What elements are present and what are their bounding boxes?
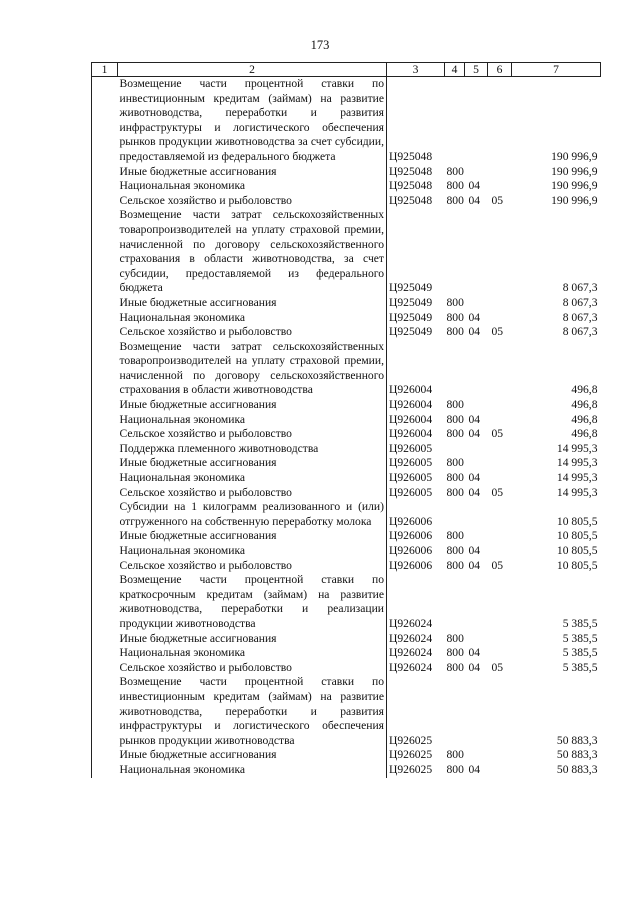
item-name-cell: Национальная экономика [119, 179, 246, 193]
row-index-cell [92, 646, 118, 661]
table-row [92, 559, 601, 574]
row-index-cell [92, 340, 118, 398]
column-header-4: 4 [445, 63, 465, 77]
expense-type-cell [445, 340, 465, 398]
subsection-cell [488, 340, 512, 398]
section-cell [465, 675, 488, 748]
item-name-cell: Сельское хозяйство и рыболовство [119, 660, 292, 674]
subsection-cell [488, 442, 512, 457]
table-row [92, 471, 601, 486]
target-code-cell: Ц925048 [387, 77, 445, 165]
target-code-cell: Ц926004 [387, 413, 445, 428]
amount-cell: 496,8 [571, 398, 598, 412]
amount-cell: 10 805,5 [556, 529, 598, 543]
table-row [92, 194, 601, 209]
section-cell: 04 [468, 660, 481, 674]
amount-cell: 496,8 [571, 383, 598, 397]
expense-type-cell: 800 [446, 179, 464, 193]
column-header-1: 1 [92, 63, 118, 77]
row-index-cell [92, 427, 118, 442]
target-code-cell: Ц926005 [387, 486, 445, 501]
table-row [92, 456, 601, 471]
amount-cell: 14 995,3 [556, 441, 598, 455]
row-index-cell [92, 165, 118, 180]
expense-type-cell: 800 [446, 762, 464, 776]
subsection-cell [488, 179, 512, 194]
section-cell [465, 748, 488, 763]
section-cell: 04 [468, 193, 481, 207]
target-code-cell: Ц926024 [387, 646, 445, 661]
amount-cell: 50 883,3 [556, 762, 598, 776]
column-number-row [92, 63, 601, 77]
section-cell: 04 [468, 485, 481, 499]
subsection-cell: 05 [491, 660, 504, 674]
table-row [92, 296, 601, 311]
section-cell [465, 296, 488, 311]
expense-type-cell: 800 [446, 412, 464, 426]
row-index-cell [92, 442, 118, 457]
table-body [92, 77, 601, 778]
amount-cell: 10 805,5 [556, 514, 598, 528]
amount-cell: 10 805,5 [556, 558, 598, 572]
amount-cell: 8 067,3 [562, 325, 598, 339]
row-index-cell [92, 413, 118, 428]
row-index-cell [92, 544, 118, 559]
expense-type-cell: 800 [446, 544, 464, 557]
expense-type-cell: 800 [446, 193, 464, 207]
subsection-cell [488, 311, 512, 326]
row-index-cell [92, 573, 118, 631]
amount-cell: 8 067,3 [562, 281, 598, 295]
section-cell: 04 [468, 762, 481, 776]
item-name-cell: Национальная экономика [119, 762, 246, 776]
section-cell [465, 165, 488, 180]
expense-type-cell [445, 77, 465, 165]
item-name-cell: Возмещение части процентной ставки по инвестиционным кредитам (займам) на развитие животноводства, переработки и развития инфраструктуры и логистического обеспечения рынков продукции животноводства за счет субсидии, предоставляемой из федерального бюджета [119, 77, 384, 163]
section-cell [465, 456, 488, 471]
item-name-cell: Национальная экономика [119, 471, 246, 485]
section-cell [465, 398, 488, 413]
section-cell [465, 340, 488, 398]
expense-type-cell: 800 [446, 646, 464, 660]
row-index-cell [92, 398, 118, 413]
target-code-cell: Ц926004 [387, 398, 445, 413]
row-index-cell [92, 179, 118, 194]
table-row [92, 500, 601, 529]
target-code-cell: Ц926006 [387, 529, 445, 544]
table-row [92, 632, 601, 647]
target-code-cell: Ц926004 [387, 340, 445, 398]
expense-type-cell: 800 [446, 325, 464, 339]
amount-cell: 14 995,3 [556, 456, 598, 470]
amount-cell: 10 805,5 [556, 544, 598, 557]
table-row [92, 325, 601, 340]
target-code-cell: Ц926024 [387, 661, 445, 676]
item-name-cell: Сельское хозяйство и рыболовство [119, 193, 292, 207]
amount-cell: 14 995,3 [556, 471, 598, 485]
table-row [92, 529, 601, 544]
table-row [92, 486, 601, 501]
target-code-cell: Ц926005 [387, 456, 445, 471]
table-row [92, 748, 601, 763]
subsection-cell [488, 398, 512, 413]
row-index-cell [92, 296, 118, 311]
section-cell: 04 [468, 544, 481, 557]
subsection-cell [488, 165, 512, 180]
table-row [92, 311, 601, 326]
subsection-cell [488, 77, 512, 165]
target-code-cell: Ц925049 [387, 296, 445, 311]
row-index-cell [92, 661, 118, 676]
expense-type-cell: 800 [446, 558, 464, 572]
table-row [92, 179, 601, 194]
target-code-cell: Ц926024 [387, 632, 445, 647]
subsection-cell [488, 208, 512, 296]
item-name-cell: Иные бюджетные ассигнования [119, 631, 277, 645]
column-header-7: 7 [512, 63, 601, 77]
expense-type-cell [445, 675, 465, 748]
budget-table [91, 62, 601, 778]
section-cell: 04 [468, 427, 481, 441]
item-name-cell: Иные бюджетные ассигнования [119, 529, 277, 543]
row-index-cell [92, 632, 118, 647]
item-name-cell: Сельское хозяйство и рыболовство [119, 558, 292, 572]
subsection-cell [488, 413, 512, 428]
item-name-cell: Иные бюджетные ассигнования [119, 398, 277, 412]
target-code-cell: Ц926005 [387, 442, 445, 457]
section-cell [465, 573, 488, 631]
column-header-5: 5 [465, 63, 488, 77]
target-code-cell: Ц926025 [387, 748, 445, 763]
subsection-cell [488, 646, 512, 661]
row-index-cell [92, 748, 118, 763]
expense-type-cell: 800 [446, 164, 464, 178]
item-name-cell: Субсидии на 1 килограмм реализованного и (или) отгруженного на собственную переработку молока [119, 500, 384, 528]
subsection-cell [488, 748, 512, 763]
row-index-cell [92, 311, 118, 326]
subsection-cell: 05 [491, 193, 504, 207]
table-header [92, 63, 601, 77]
table-row [92, 77, 601, 165]
section-cell: 04 [468, 646, 481, 660]
subsection-cell [488, 632, 512, 647]
expense-type-cell: 800 [446, 631, 464, 645]
expense-type-cell: 800 [446, 660, 464, 674]
row-index-cell [92, 456, 118, 471]
section-cell [465, 632, 488, 647]
section-cell [465, 208, 488, 296]
amount-cell: 190 996,9 [551, 179, 598, 193]
item-name-cell: Возмещение части затрат сельскохозяйственных товаропроизводителей на уплату страховой премии, начисленной по договору сельскохозяйственного страхования в области животноводства [119, 339, 384, 397]
expense-type-cell: 800 [446, 485, 464, 499]
row-index-cell [92, 471, 118, 486]
section-cell [465, 500, 488, 529]
target-code-cell: Ц926006 [387, 544, 445, 559]
expense-type-cell: 800 [446, 310, 464, 324]
amount-cell: 50 883,3 [556, 733, 598, 747]
section-cell [465, 442, 488, 457]
row-index-cell [92, 559, 118, 574]
table-row [92, 661, 601, 676]
subsection-cell [488, 471, 512, 486]
row-index-cell [92, 208, 118, 296]
table-row [92, 763, 601, 778]
item-name-cell: Иные бюджетные ассигнования [119, 295, 277, 309]
table-row [92, 544, 601, 559]
row-index-cell [92, 529, 118, 544]
expense-type-cell: 800 [446, 529, 464, 543]
table-row [92, 398, 601, 413]
table-row [92, 208, 601, 296]
expense-type-cell [445, 500, 465, 529]
subsection-cell [488, 456, 512, 471]
expense-type-cell: 800 [446, 295, 464, 309]
row-index-cell [92, 675, 118, 748]
row-index-cell [92, 763, 118, 778]
amount-cell: 190 996,9 [551, 193, 598, 207]
row-index-cell [92, 194, 118, 209]
subsection-cell [488, 763, 512, 778]
amount-cell: 5 385,5 [562, 616, 598, 630]
subsection-cell: 05 [491, 325, 504, 339]
section-cell: 04 [468, 310, 481, 324]
amount-cell: 50 883,3 [556, 748, 598, 762]
expense-type-cell [445, 208, 465, 296]
expense-type-cell: 800 [446, 456, 464, 470]
item-name-cell: Поддержка племенного животноводства [119, 441, 319, 455]
item-name-cell: Возмещение части процентной ставки по краткосрочным кредитам (займам) на развитие животноводства, переработки и реализации продукции животноводства [119, 573, 384, 630]
target-code-cell: Ц926005 [387, 471, 445, 486]
amount-cell: 496,8 [571, 412, 598, 426]
section-cell: 04 [468, 471, 481, 485]
subsection-cell: 05 [491, 485, 504, 499]
row-index-cell [92, 325, 118, 340]
target-code-cell: Ц926006 [387, 500, 445, 529]
section-cell [465, 529, 488, 544]
expense-type-cell: 800 [446, 471, 464, 485]
section-cell: 04 [468, 179, 481, 193]
item-name-cell: Сельское хозяйство и рыболовство [119, 325, 292, 339]
page-number: 173 [310, 38, 330, 52]
target-code-cell: Ц925048 [387, 194, 445, 209]
amount-cell: 496,8 [571, 427, 598, 441]
target-code-cell: Ц926006 [387, 559, 445, 574]
section-cell [465, 77, 488, 165]
item-name-cell: Иные бюджетные ассигнования [119, 748, 277, 762]
subsection-cell [488, 529, 512, 544]
target-code-cell: Ц926004 [387, 427, 445, 442]
amount-cell: 5 385,5 [562, 646, 598, 660]
row-index-cell [92, 77, 118, 165]
subsection-cell [488, 544, 512, 559]
item-name-cell: Возмещение части затрат сельскохозяйственных товаропроизводителей на уплату страховой премии, начисленной по договору сельскохозяйственного страхования в области животноводства, за счет субсидии, предоставляемой из федерального бюджета [119, 208, 384, 295]
target-code-cell: Ц925049 [387, 311, 445, 326]
item-name-cell: Национальная экономика [119, 646, 246, 660]
table-row [92, 340, 601, 398]
row-index-cell [92, 500, 118, 529]
expense-type-cell: 800 [446, 427, 464, 441]
target-code-cell: Ц926025 [387, 675, 445, 748]
table-row [92, 413, 601, 428]
item-name-cell: Национальная экономика [119, 412, 246, 426]
amount-cell: 8 067,3 [562, 295, 598, 309]
target-code-cell: Ц926024 [387, 573, 445, 631]
subsection-cell: 05 [491, 427, 504, 441]
item-name-cell: Сельское хозяйство и рыболовство [119, 427, 292, 441]
target-code-cell: Ц925049 [387, 208, 445, 296]
expense-type-cell: 800 [446, 398, 464, 412]
table-row [92, 675, 601, 748]
amount-cell: 190 996,9 [551, 164, 598, 178]
expense-type-cell [445, 573, 465, 631]
item-name-cell: Национальная экономика [119, 544, 246, 557]
table-row [92, 427, 601, 442]
table-row [92, 165, 601, 180]
amount-cell: 190 996,9 [551, 149, 598, 163]
column-header-6: 6 [488, 63, 512, 77]
section-cell: 04 [468, 558, 481, 572]
expense-type-cell [445, 442, 465, 457]
item-name-cell: Возмещение части процентной ставки по инвестиционным кредитам (займам) на развитие животноводства, переработки и развития инфраструктуры и логистического обеспечения рынков продукции животноводства [119, 675, 384, 747]
table-row [92, 646, 601, 661]
item-name-cell: Иные бюджетные ассигнования [119, 164, 277, 178]
amount-cell: 8 067,3 [562, 310, 598, 324]
target-code-cell: Ц925049 [387, 325, 445, 340]
table-row [92, 442, 601, 457]
amount-cell: 5 385,5 [562, 631, 598, 645]
subsection-cell [488, 573, 512, 631]
column-header-3: 3 [387, 63, 445, 77]
subsection-cell [488, 675, 512, 748]
item-name-cell: Национальная экономика [119, 310, 246, 324]
amount-cell: 14 995,3 [556, 485, 598, 499]
item-name-cell: Сельское хозяйство и рыболовство [119, 485, 292, 499]
table-row [92, 573, 601, 631]
section-cell: 04 [468, 325, 481, 339]
target-code-cell: Ц925048 [387, 179, 445, 194]
amount-cell: 5 385,5 [562, 660, 598, 674]
column-header-2: 2 [118, 63, 387, 77]
expense-type-cell: 800 [446, 748, 464, 762]
target-code-cell: Ц925048 [387, 165, 445, 180]
subsection-cell: 05 [491, 558, 504, 572]
subsection-cell [488, 296, 512, 311]
subsection-cell [488, 500, 512, 529]
section-cell: 04 [468, 412, 481, 426]
item-name-cell: Иные бюджетные ассигнования [119, 456, 277, 470]
target-code-cell: Ц926025 [387, 763, 445, 778]
row-index-cell [92, 486, 118, 501]
